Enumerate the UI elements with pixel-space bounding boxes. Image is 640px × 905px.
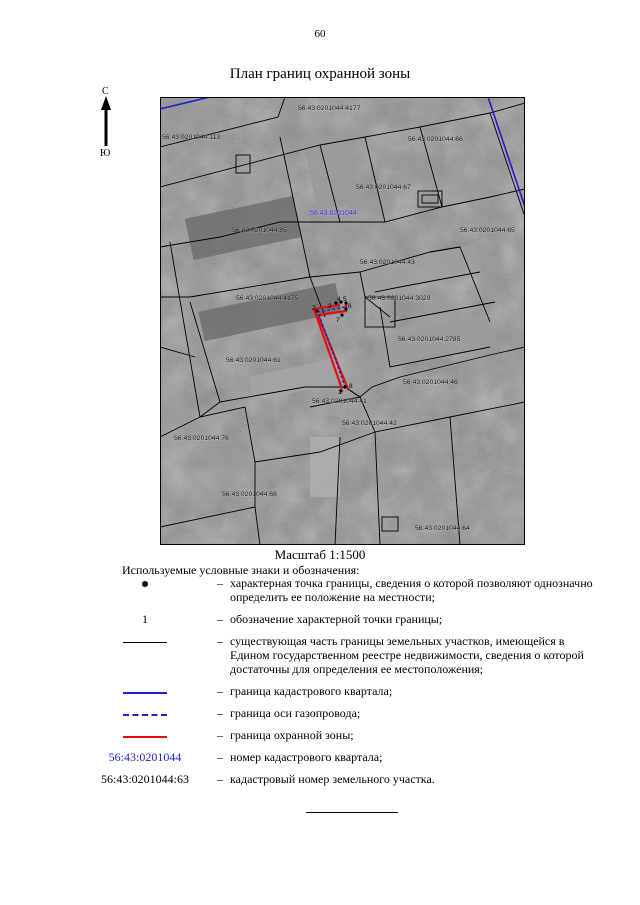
legend-dash: – [217, 634, 223, 648]
point-label: 8 [349, 383, 353, 390]
legend-symbol [80, 772, 210, 786]
legend-row [80, 684, 600, 698]
point-dot-icon [142, 581, 148, 587]
parcel-label: 56:43:0201044:65 [460, 227, 515, 234]
legend-dash: – [217, 772, 223, 786]
legend-line-icon [123, 714, 167, 716]
legend-row [80, 728, 600, 742]
legend-text: граница охранной зоны; [230, 728, 354, 742]
legend-symbol [80, 634, 210, 676]
legend-line-icon [123, 736, 167, 738]
legend-dash: – [217, 684, 223, 698]
legend-symbol [80, 684, 210, 698]
legend-dash: – [217, 612, 223, 626]
bottom-rule [306, 812, 398, 813]
legend-text: номер кадастрового квартала; [230, 750, 383, 764]
legend-title: Используемые условные знаки и обозначения: [122, 563, 360, 577]
north-arrow [95, 86, 117, 166]
legend-text: граница оси газопровода; [230, 706, 361, 720]
parcel-label: 56:43:0201044:3029 [368, 295, 431, 302]
legend-symbol [80, 728, 210, 742]
parcel-label: 56:43:0201044:64 [415, 525, 470, 532]
legend-symbol [80, 612, 210, 626]
parcel-label: 56:43:0201044:41 [312, 398, 367, 405]
parcel-label: 56:43:0201044:4177 [298, 105, 361, 112]
point-label: 5 [343, 296, 347, 303]
legend-dash: – [217, 728, 223, 742]
legend-line-icon [123, 692, 167, 694]
parcel-label: 56:43:0201044:76 [174, 435, 229, 442]
legend-symbol-label: 56:43:0201044 [108, 750, 182, 764]
point-label: 3 [328, 303, 332, 310]
point-label: 1 [338, 389, 342, 396]
plan-title: План границ охранной зоны [229, 66, 411, 82]
legend-row [80, 612, 600, 626]
legend-line-icon [123, 642, 167, 643]
parcel-label: 56:43:0201044:68 [222, 491, 277, 498]
legend-text: характерная точка границы, сведения о которой позволяют однозначно определить ее положение на местности; [230, 576, 593, 604]
legend-text: граница кадастрового квартала; [230, 684, 393, 698]
legend-row [80, 706, 600, 720]
quarter-label: 56:43:0201044 [310, 210, 357, 217]
parcel-label: 56:43:0201044:2785 [398, 336, 461, 343]
legend-symbol [80, 750, 210, 764]
legend-text: существующая часть границы земельных участков, имеющейся в Едином государственном реестре недвижимости, сведения о которой достаточны для определения ее местоположения; [230, 634, 584, 676]
legend-dash: – [217, 576, 223, 590]
north-label: С [102, 86, 109, 97]
point-label: 6 [348, 303, 352, 310]
parcel-label: 56:43:0201044:42 [342, 420, 397, 427]
parcel-label: 56:43:0201044:43 [360, 259, 415, 266]
map [160, 97, 525, 545]
south-label: Ю [100, 148, 111, 159]
parcel-label: 56:43:0201044:4175 [236, 295, 299, 302]
point-label: 7 [336, 317, 340, 324]
legend-row [80, 634, 600, 676]
legend-symbol [80, 576, 210, 604]
legend-symbol-label: 1 [142, 612, 148, 626]
legend-row [80, 750, 600, 764]
legend-dash: – [217, 706, 223, 720]
point-label: 4 [337, 296, 341, 303]
scale-label: Масштаб 1:1500 [274, 547, 366, 562]
parcel-label: 56:43:0201044:85 [232, 227, 287, 234]
legend-text: обозначение характерной точки границы; [230, 612, 443, 626]
parcel-label: 56:43:0201044:113 [162, 134, 221, 141]
parcel-label: 56:43:0201044:67 [356, 184, 411, 191]
parcel-label: 56:43:0201044:46 [403, 379, 458, 386]
parcel-label: 56:43:0201044:66 [408, 136, 463, 143]
legend-text: кадастровый номер земельного участка. [230, 772, 435, 786]
legend-dash: – [217, 750, 223, 764]
legend-symbol [80, 706, 210, 720]
parcel-label: 56:43:0201044:61 [226, 357, 281, 364]
legend-row [80, 576, 600, 604]
point-label: 2 [312, 305, 316, 312]
page-number: 60 [314, 28, 326, 40]
legend [80, 576, 600, 786]
legend-symbol-label: 56:43:0201044:63 [100, 772, 189, 786]
legend-row [80, 772, 600, 786]
